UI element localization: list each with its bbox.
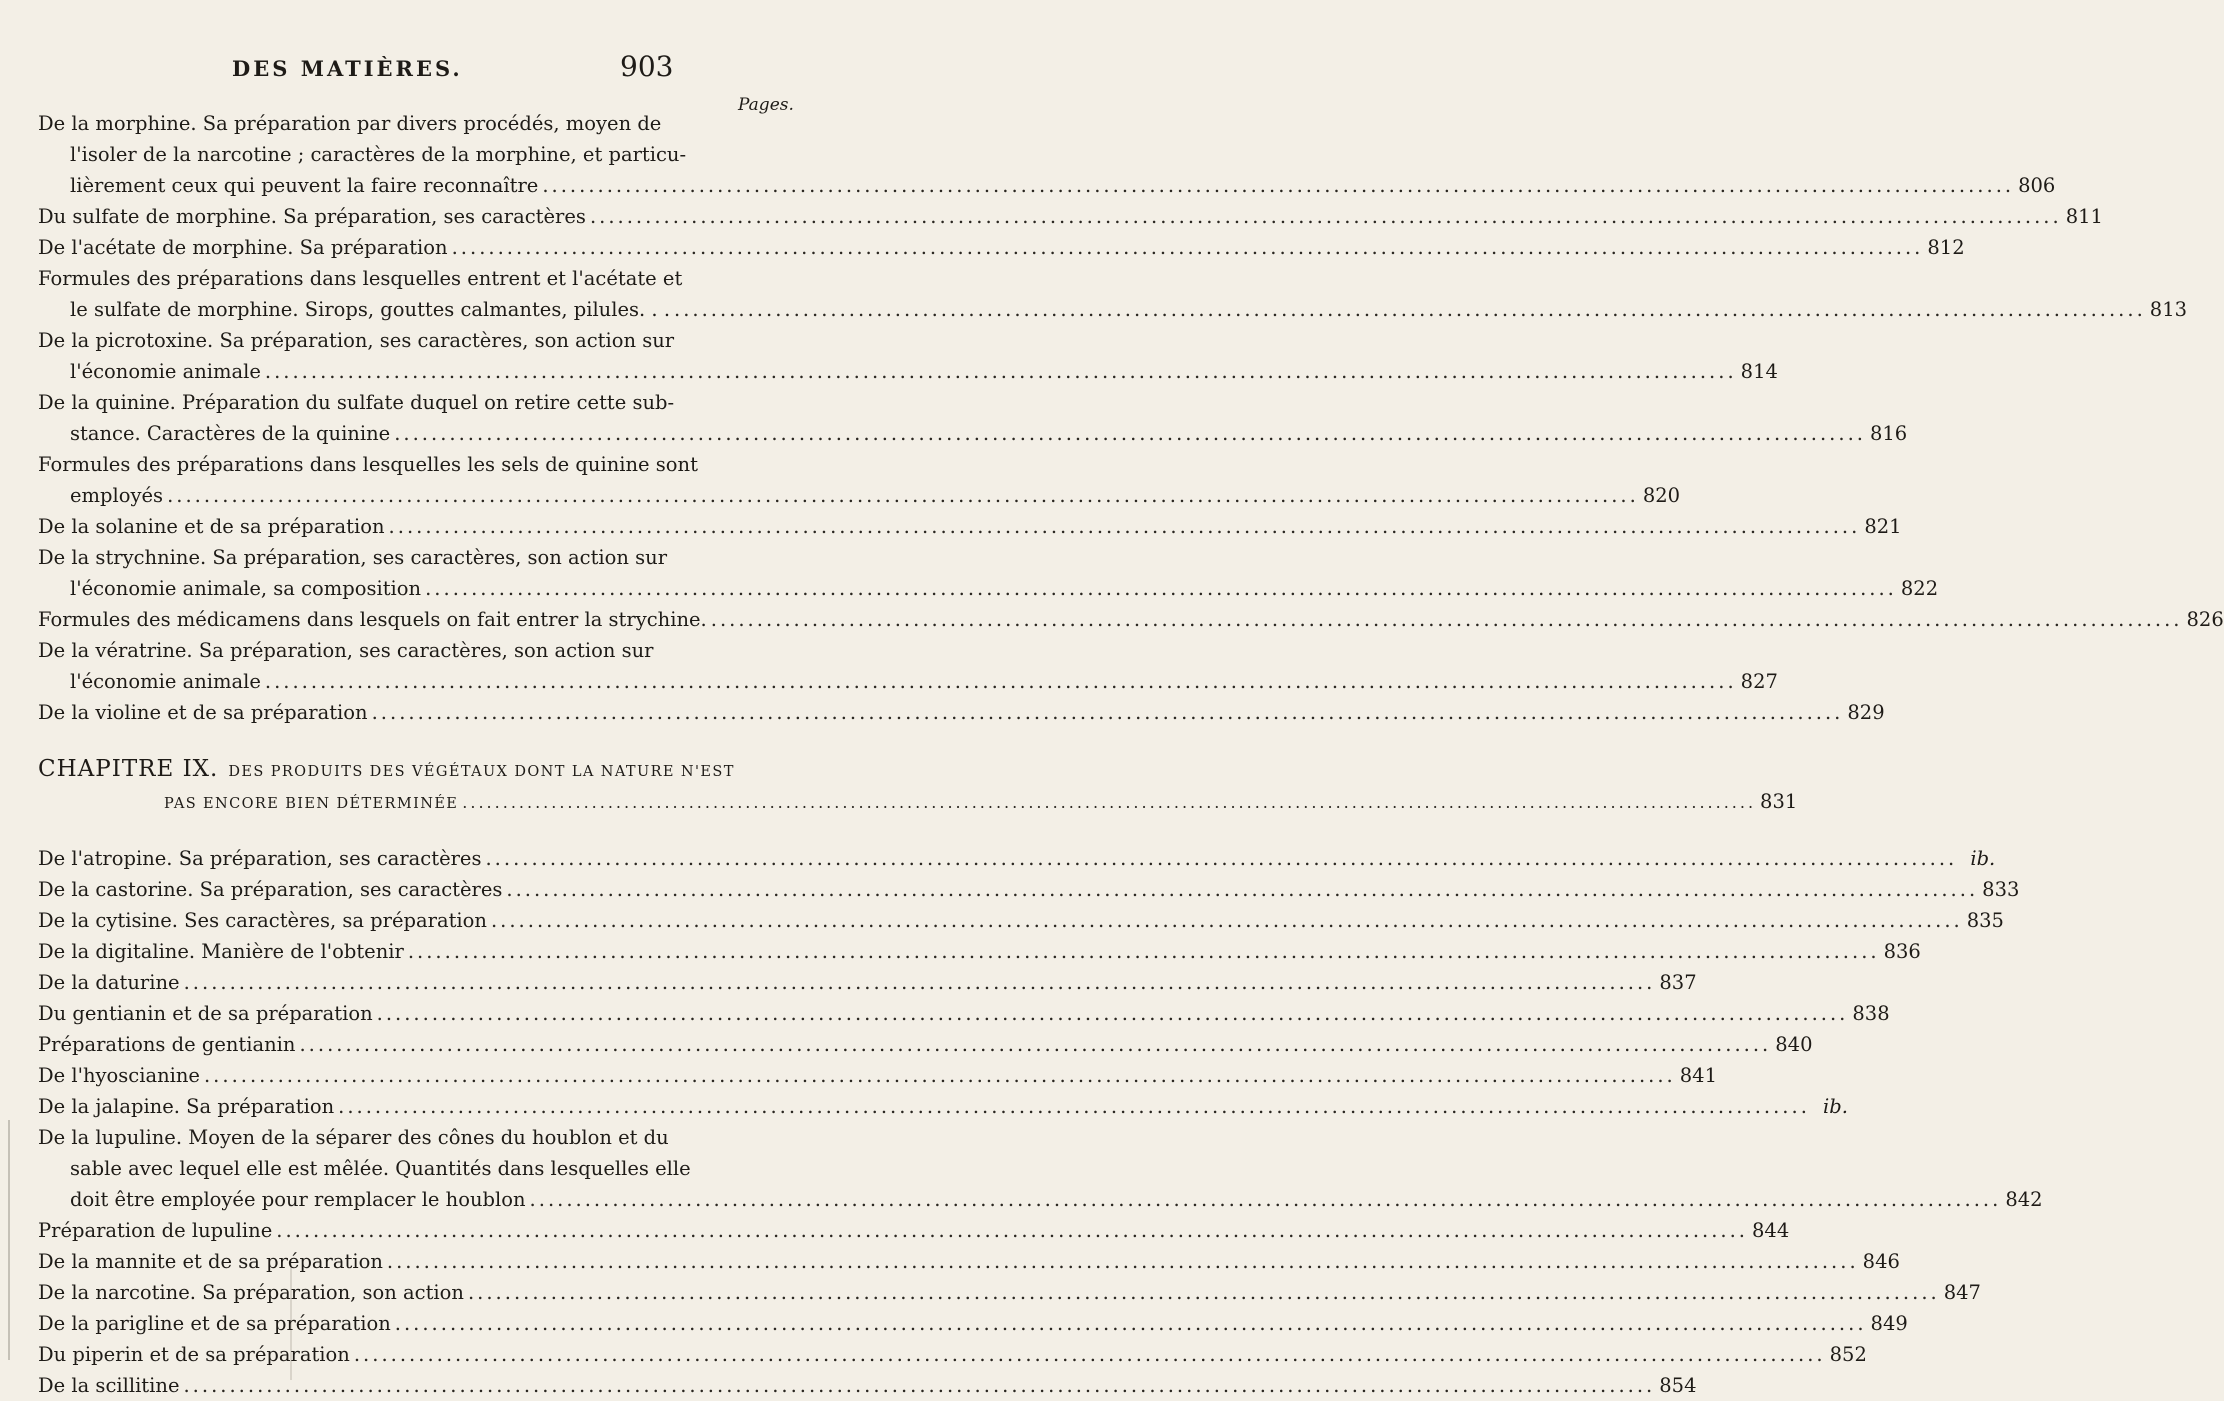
toc-entry: [38, 1339, 1867, 1370]
toc-entry-line: [38, 666, 1778, 697]
toc-entry-line: [38, 511, 1902, 542]
toc-entry-line: [38, 1277, 1981, 1308]
toc-entry-line: [38, 139, 786, 170]
toc-entry-page: 840: [1775, 1033, 1813, 1056]
toc-entry-line: [38, 108, 786, 139]
toc-entry-page: 837: [1659, 971, 1697, 994]
toc-entry-page: 844: [1752, 1219, 1790, 1242]
toc-entry-page: 852: [1829, 1343, 1867, 1366]
toc-entry-line: [38, 480, 1681, 511]
toc-entry-page: 811: [2065, 205, 2103, 228]
toc-entry: [38, 1029, 1813, 1060]
leader-dots: [184, 967, 1656, 998]
toc-entry: [38, 325, 1778, 387]
toc-entry-line: [38, 387, 786, 418]
toc-entry: [38, 1091, 1848, 1122]
leader-dots: [711, 604, 2183, 635]
toc-entry-page: 822: [1900, 577, 1939, 600]
toc-entry-line: [38, 1122, 786, 1153]
toc-entry-line: [38, 449, 786, 480]
leader-dots: [542, 170, 2014, 201]
leader-dots: [452, 232, 1924, 263]
toc-entry-line: [38, 604, 2224, 635]
toc-entry-page: 829: [1847, 701, 1885, 724]
leader-dots: [485, 843, 1957, 874]
toc-entry-text: Du sulfate de morphine. Sa préparation, ses caractères: [38, 205, 586, 228]
toc-entry-line: [38, 967, 1697, 998]
toc-entry-text: De l'acétate de morphine. Sa préparation: [38, 236, 448, 259]
chapter-title-part1: DES PRODUITS DES VÉGÉTAUX DONT LA NATURE N'EST: [228, 764, 735, 780]
toc-entry-line: [38, 1029, 1813, 1060]
leader-dots: [590, 201, 2062, 232]
toc-entry-line: [38, 874, 2020, 905]
leader-dots: [425, 573, 1897, 604]
toc-entry: [38, 874, 2020, 905]
toc-entry-line: [38, 697, 1885, 728]
toc-entry-line: [38, 1215, 1790, 1246]
toc-entry-text: l'économie animale: [70, 670, 261, 693]
toc-entry-line: [38, 325, 786, 356]
toc-entry-text: De la vératrine. Sa préparation, ses caractères, son action sur: [38, 639, 654, 662]
entries-before-chapter: [38, 108, 2224, 728]
toc-entry-text: Préparation de lupuline: [38, 1219, 273, 1242]
entries-after-chapter: [38, 843, 2043, 1401]
chapter-title-part2: PAS ENCORE BIEN DÉTERMINÉE: [164, 796, 459, 812]
toc-entry-text: De la violine et de sa préparation: [38, 701, 368, 724]
leader-dots: [387, 1246, 1859, 1277]
page-edge-shadow: [8, 1120, 10, 1360]
toc-entry: [38, 511, 1902, 542]
leader-dots: [389, 511, 1861, 542]
toc-entry-page: 849: [1870, 1312, 1908, 1335]
toc-entry-line: [38, 998, 1890, 1029]
toc-entry-text: De la cytisine. Ses caractères, sa préparation: [38, 909, 487, 932]
toc-entry: [38, 263, 2188, 325]
toc-entry-text: De la digitaline. Manière de l'obtenir: [38, 940, 404, 963]
toc-entry-text: stance. Caractères de la quinine: [70, 422, 391, 445]
leader-dots: [299, 1029, 1771, 1060]
toc-entry: [38, 449, 1681, 511]
toc-entry-page: 816: [1869, 422, 1908, 445]
toc-entry-text: De l'hyoscianine: [38, 1064, 200, 1087]
toc-entry-page: 838: [1852, 1002, 1890, 1025]
toc-entry-line: [38, 1060, 1717, 1091]
toc-entry-page: 827: [1740, 670, 1778, 693]
leader-dots: [204, 1060, 1676, 1091]
toc-entry-line: [38, 1153, 786, 1184]
toc-entry-text: De la picrotoxine. Sa préparation, ses caractères, son action sur: [38, 329, 675, 352]
toc-entry: [38, 1215, 1790, 1246]
toc-entry-text: De la mannite et de sa préparation: [38, 1250, 383, 1273]
toc-entry: [38, 1246, 1900, 1277]
toc-entry: [38, 604, 2224, 635]
toc-entry-text: l'économie animale: [70, 360, 261, 383]
chapter-label: CHAPITRE IX.: [38, 756, 219, 782]
leader-dots: [674, 294, 2146, 325]
toc-entry: [38, 1060, 1717, 1091]
toc-entry: [38, 635, 1778, 697]
toc-entry-text: Formules des médicamens dans lesquels on fait entrer la strychine.: [38, 608, 707, 631]
chapter-line-2: [38, 787, 1798, 819]
toc-entry: [38, 542, 1939, 604]
leader-dots: [506, 874, 1978, 905]
toc-entry-text: De la daturine: [38, 971, 180, 994]
leader-dots: [395, 1308, 1867, 1339]
pages-column-label: Pages.: [738, 95, 794, 115]
toc-entry-page: 847: [1943, 1281, 1981, 1304]
toc-entry-page: 836: [1883, 940, 1921, 963]
toc-entry-text: Préparations de gentianin: [38, 1033, 296, 1056]
toc-entry-line: [38, 1184, 2043, 1215]
toc-entry-text: De la castorine. Sa préparation, ses caractères: [38, 878, 503, 901]
leader-dots: [394, 418, 1866, 449]
toc-entry-text: doit être employée pour remplacer le houblon: [70, 1188, 526, 1211]
toc-entry-text: l'isoler de la narcotine ; caractères de la morphine, et particu-: [70, 143, 687, 166]
toc-entry-text: l'économie animale, sa composition: [70, 577, 422, 600]
leader-dots: [183, 1370, 1655, 1401]
toc-entry-page: 835: [1966, 909, 2004, 932]
toc-entry: [38, 387, 1908, 449]
leader-dots: [408, 936, 1880, 967]
leader-dots: [377, 998, 1849, 1029]
toc-entry-page: ib.: [1970, 847, 1996, 870]
toc-entry-page: 846: [1862, 1250, 1900, 1273]
toc-entry-line: [38, 573, 1939, 604]
table-of-contents: [38, 108, 2224, 1401]
toc-entry-text: Du gentianin et de sa préparation: [38, 1002, 373, 1025]
toc-entry-text: lièrement ceux qui peuvent la faire reconnaître: [70, 174, 539, 197]
toc-entry-text: De la morphine. Sa préparation par divers procédés, moyen de: [38, 112, 662, 135]
toc-entry-line: [38, 418, 1908, 449]
toc-entry-line: [38, 1091, 1848, 1122]
leader-dots: [491, 905, 1963, 936]
toc-entry-text: De la narcotine. Sa préparation, son action: [38, 1281, 464, 1304]
toc-entry: [38, 1122, 2043, 1215]
toc-entry-line: [38, 201, 2103, 232]
toc-entry-line: [38, 1339, 1867, 1370]
toc-entry-line: [38, 542, 786, 573]
toc-entry-line: [38, 294, 2188, 325]
toc-entry-line: [38, 843, 1996, 874]
toc-entry-text: De la quinine. Préparation du sulfate duquel on retire cette sub-: [38, 391, 675, 414]
toc-entry-line: [38, 232, 1965, 263]
toc-entry-text: De la jalapine. Sa préparation: [38, 1095, 335, 1118]
toc-entry-line: [38, 1246, 1900, 1277]
toc-entry: [38, 936, 1921, 967]
toc-entry-text: De l'atropine. Sa préparation, ses caractères: [38, 847, 482, 870]
toc-entry-line: [38, 1370, 1697, 1401]
toc-entry-page: 826: [2186, 608, 2224, 631]
leader-dots: [338, 1091, 1810, 1122]
leader-dots: [265, 666, 1737, 697]
toc-entry-page: 812: [1927, 236, 1965, 259]
toc-entry-text: De la strychnine. Sa préparation, ses caractères, son action sur: [38, 546, 668, 569]
toc-entry: [38, 1277, 1981, 1308]
toc-entry-line: [38, 936, 1921, 967]
chapter-page: 831: [1760, 790, 1798, 813]
toc-entry: [38, 697, 1885, 728]
leader-dots: [462, 788, 1756, 818]
chapter-heading: [38, 754, 1798, 819]
toc-entry-page: 814: [1740, 360, 1778, 383]
leader-dots: [530, 1184, 2002, 1215]
toc-entry-text: Du piperin et de sa préparation: [38, 1343, 350, 1366]
toc-entry-text: sable avec lequel elle est mêlée. Quantités dans lesquelles elle: [70, 1157, 691, 1180]
toc-entry-text: le sulfate de morphine. Sirops, gouttes calmantes, pilules. . .: [70, 298, 671, 321]
toc-entry-line: [38, 905, 2004, 936]
leader-dots: [468, 1277, 1940, 1308]
toc-entry-page: 821: [1864, 515, 1902, 538]
toc-entry-text: De la solanine et de sa préparation: [38, 515, 385, 538]
chapter-line-1: [38, 754, 786, 787]
toc-entry-line: [38, 356, 1778, 387]
leader-dots: [265, 356, 1737, 387]
toc-entry-text: Formules des préparations dans lesquelles entrent et l'acétate et: [38, 267, 683, 290]
toc-entry-page: ib.: [1822, 1095, 1848, 1118]
toc-entry-line: [38, 1308, 1908, 1339]
toc-entry: [38, 108, 2056, 201]
toc-entry-line: [38, 263, 786, 294]
toc-entry-page: 806: [2018, 174, 2056, 197]
toc-entry: [38, 905, 2004, 936]
toc-entry-text: De la parigline et de sa préparation: [38, 1312, 391, 1335]
toc-entry: [38, 232, 1965, 263]
toc-entry-text: De la lupuline. Moyen de la séparer des cônes du houblon et du: [38, 1126, 669, 1149]
toc-entry: [38, 843, 1996, 874]
toc-entry-page: 854: [1659, 1374, 1697, 1397]
toc-entry-page: 833: [1982, 878, 2020, 901]
toc-entry-page: 813: [2149, 298, 2188, 321]
toc-entry: [38, 967, 1697, 998]
toc-entry-text: Formules des préparations dans lesquelles les sels de quinine sont: [38, 453, 698, 476]
toc-entry-line: [38, 170, 2056, 201]
toc-entry-line: [38, 635, 786, 666]
toc-entry: [38, 1308, 1908, 1339]
leader-dots: [372, 697, 1844, 728]
toc-entry-text: De la scillitine: [38, 1374, 180, 1397]
toc-entry-page: 820: [1642, 484, 1681, 507]
leader-dots: [276, 1215, 1748, 1246]
leader-dots: [167, 480, 1639, 511]
toc-entry-page: 841: [1679, 1064, 1717, 1087]
toc-entry-text: employés: [70, 484, 164, 507]
toc-entry: [38, 998, 1890, 1029]
running-title: DES MATIÈRES.: [232, 56, 463, 81]
leader-dots: [354, 1339, 1826, 1370]
toc-entry: [38, 201, 2103, 232]
toc-entry: [38, 1370, 1697, 1401]
page-header: [0, 50, 800, 115]
page-number: 903: [620, 50, 674, 83]
toc-entry-page: 842: [2005, 1188, 2043, 1211]
